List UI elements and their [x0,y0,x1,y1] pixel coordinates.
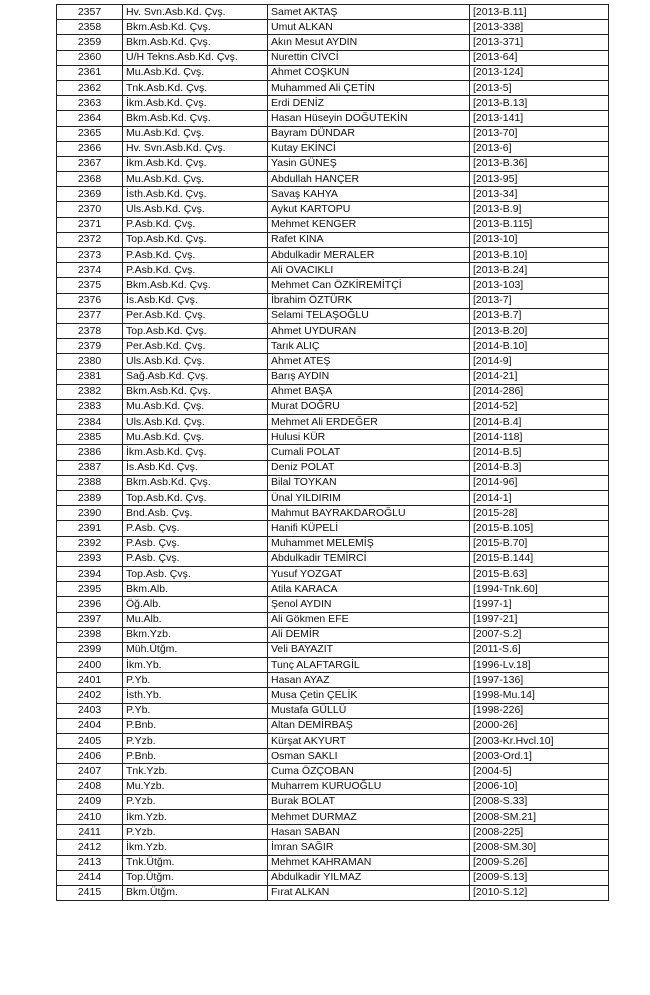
table-row [57,506,609,521]
row-number-cell: 2391 [57,521,123,536]
rank-cell: İkm.Yzb. [123,840,268,855]
table-row [57,885,609,900]
rank-cell: P.Asb.Kd. Çvş. [123,263,268,278]
person-name-cell: Mehmet Can ÖZKİREMİTÇİ [268,278,470,293]
table-row [57,384,609,399]
registry-code-cell: [2013-B.11] [470,5,609,20]
row-number-cell: 2393 [57,551,123,566]
rank-cell: U/H Tekns.Asb.Kd. Çvş. [123,50,268,65]
registry-code-cell: [2013-141] [470,111,609,126]
registry-code-cell: [2015-B.144] [470,551,609,566]
row-number-cell: 2364 [57,111,123,126]
registry-code-cell: [2014-286] [470,384,609,399]
table-row [57,141,609,156]
person-name-cell: Akın Mesut AYDIN [268,35,470,50]
rank-cell: Hv. Svn.Asb.Kd. Çvş. [123,5,268,20]
row-number-cell: 2401 [57,673,123,688]
person-name-cell: Savaş KAHYA [268,187,470,202]
registry-code-cell: [2013-B.9] [470,202,609,217]
rank-cell: İkm.Yzb. [123,809,268,824]
table-row [57,491,609,506]
table-row [57,126,609,141]
row-number-cell: 2357 [57,5,123,20]
row-number-cell: 2409 [57,794,123,809]
row-number-cell: 2408 [57,779,123,794]
table-row [57,293,609,308]
registry-code-cell: [2013-70] [470,126,609,141]
rank-cell: Mu.Asb.Kd. Çvş. [123,172,268,187]
person-name-cell: Mustafa GÜLLÜ [268,703,470,718]
person-name-cell: Veli BAYAZIT [268,642,470,657]
rank-cell: Bkm.Asb.Kd. Çvş. [123,20,268,35]
personnel-table-body [57,5,609,901]
row-number-cell: 2390 [57,506,123,521]
table-row [57,658,609,673]
rank-cell: Tnk.Ütğm. [123,855,268,870]
table-row [57,734,609,749]
rank-cell: P.Asb. Çvş. [123,536,268,551]
person-name-cell: Abdulkadir MERALER [268,248,470,263]
registry-code-cell: [2014-B.4] [470,415,609,430]
person-name-cell: Ahmet UYDURAN [268,323,470,338]
rank-cell: Per.Asb.Kd. Çvş. [123,339,268,354]
table-row [57,187,609,202]
row-number-cell: 2380 [57,354,123,369]
person-name-cell: Mehmet KENGER [268,217,470,232]
row-number-cell: 2398 [57,627,123,642]
rank-cell: Top.Asb. Çvş. [123,566,268,581]
person-name-cell: Aykut KARTOPU [268,202,470,217]
person-name-cell: Kürşat AKYURT [268,734,470,749]
row-number-cell: 2365 [57,126,123,141]
row-number-cell: 2368 [57,172,123,187]
row-number-cell: 2359 [57,35,123,50]
row-number-cell: 2406 [57,749,123,764]
person-name-cell: Yasin GÜNEŞ [268,156,470,171]
person-name-cell: Ünal YILDIRIM [268,491,470,506]
table-row [57,415,609,430]
rank-cell: P.Bnb. [123,749,268,764]
row-number-cell: 2378 [57,323,123,338]
table-row [57,718,609,733]
rank-cell: Bkm.Yzb. [123,627,268,642]
rank-cell: Uls.Asb.Kd. Çvş. [123,354,268,369]
row-number-cell: 2389 [57,491,123,506]
person-name-cell: Altan DEMİRBAŞ [268,718,470,733]
registry-code-cell: [2015-B.105] [470,521,609,536]
table-row [57,217,609,232]
rank-cell: Bkm.Asb.Kd. Çvş. [123,111,268,126]
rank-cell: Müh.Ütğm. [123,642,268,657]
row-number-cell: 2387 [57,460,123,475]
row-number-cell: 2399 [57,642,123,657]
registry-code-cell: [2014-21] [470,369,609,384]
registry-code-cell: [2013-B.115] [470,217,609,232]
registry-code-cell: [2009-S.26] [470,855,609,870]
person-name-cell: Bayram DÜNDAR [268,126,470,141]
rank-cell: Mu.Alb. [123,612,268,627]
table-row [57,521,609,536]
person-name-cell: Abdulkadir YILMAZ [268,870,470,885]
registry-code-cell: [2008-S.33] [470,794,609,809]
registry-code-cell: [1997-136] [470,673,609,688]
table-row [57,673,609,688]
person-name-cell: Tarık ALIÇ [268,339,470,354]
table-row [57,627,609,642]
registry-code-cell: [1996-Lv.18] [470,658,609,673]
registry-code-cell: [2013-7] [470,293,609,308]
table-row [57,749,609,764]
person-name-cell: Tunç ALAFTARGİL [268,658,470,673]
table-row [57,156,609,171]
person-name-cell: Cuma ÖZÇOBAN [268,764,470,779]
registry-code-cell: [2013-64] [470,50,609,65]
person-name-cell: Ali Gökmen EFE [268,612,470,627]
row-number-cell: 2385 [57,430,123,445]
person-name-cell: Burak BOLAT [268,794,470,809]
table-row [57,323,609,338]
row-number-cell: 2404 [57,718,123,733]
person-name-cell: Musa Çetin ÇELİK [268,688,470,703]
person-name-cell: Barış AYDIN [268,369,470,384]
row-number-cell: 2374 [57,263,123,278]
person-name-cell: Umut ALKAN [268,20,470,35]
table-row [57,278,609,293]
rank-cell: Mu.Yzb. [123,779,268,794]
table-row [57,794,609,809]
person-name-cell: Atila KARACA [268,582,470,597]
registry-code-cell: [2013-B.24] [470,263,609,278]
row-number-cell: 2369 [57,187,123,202]
row-number-cell: 2370 [57,202,123,217]
row-number-cell: 2376 [57,293,123,308]
row-number-cell: 2384 [57,415,123,430]
person-name-cell: Nurettin CİVCİ [268,50,470,65]
registry-code-cell: [1998-Mu.14] [470,688,609,703]
table-row [57,5,609,20]
table-row [57,551,609,566]
table-row [57,825,609,840]
rank-cell: Tnk.Asb.Kd. Çvş. [123,80,268,95]
rank-cell: Uls.Asb.Kd. Çvş. [123,202,268,217]
rank-cell: P.Bnb. [123,718,268,733]
registry-code-cell: [2013-B.36] [470,156,609,171]
rank-cell: Bkm.Asb.Kd. Çvş. [123,475,268,490]
rank-cell: Bkm.Ütğm. [123,885,268,900]
row-number-cell: 2366 [57,141,123,156]
person-name-cell: Hulusi KÜR [268,430,470,445]
registry-code-cell: [2013-10] [470,232,609,247]
rank-cell: Mu.Asb.Kd. Çvş. [123,65,268,80]
person-name-cell: Bilal TOYKAN [268,475,470,490]
table-row [57,597,609,612]
row-number-cell: 2361 [57,65,123,80]
rank-cell: P.Yb. [123,673,268,688]
rank-cell: Top.Asb.Kd. Çvş. [123,232,268,247]
person-name-cell: Cumali POLAT [268,445,470,460]
table-row [57,536,609,551]
row-number-cell: 2363 [57,96,123,111]
person-name-cell: Hasan AYAZ [268,673,470,688]
registry-code-cell: [2013-34] [470,187,609,202]
row-number-cell: 2400 [57,658,123,673]
registry-code-cell: [2014-96] [470,475,609,490]
registry-code-cell: [2013-6] [470,141,609,156]
registry-code-cell: [1994-Tnk.60] [470,582,609,597]
rank-cell: Top.Ütğm. [123,870,268,885]
table-row [57,308,609,323]
rank-cell: Mu.Asb.Kd. Çvş. [123,399,268,414]
person-name-cell: Erdi DENİZ [268,96,470,111]
rank-cell: Hv. Svn.Asb.Kd. Çvş. [123,141,268,156]
person-name-cell: Osman SAKLI [268,749,470,764]
rank-cell: İs.Asb.Kd. Çvş. [123,460,268,475]
rank-cell: P.Asb.Kd. Çvş. [123,248,268,263]
rank-cell: Öğ.Alb. [123,597,268,612]
person-name-cell: Selami TELAŞOĞLU [268,308,470,323]
person-name-cell: Ali DEMİR [268,627,470,642]
row-number-cell: 2381 [57,369,123,384]
person-name-cell: Ali OVACIKLI [268,263,470,278]
table-row [57,703,609,718]
table-row [57,248,609,263]
person-name-cell: Deniz POLAT [268,460,470,475]
table-row [57,809,609,824]
registry-code-cell: [2013-338] [470,20,609,35]
table-row [57,855,609,870]
person-name-cell: Yusuf YOZGAT [268,566,470,581]
row-number-cell: 2367 [57,156,123,171]
row-number-cell: 2375 [57,278,123,293]
table-row [57,172,609,187]
rank-cell: Bkm.Asb.Kd. Çvş. [123,278,268,293]
table-row [57,339,609,354]
registry-code-cell: [2011-S.6] [470,642,609,657]
table-row [57,399,609,414]
person-name-cell: Mehmet DURMAZ [268,809,470,824]
row-number-cell: 2410 [57,809,123,824]
registry-code-cell: [2013-B.20] [470,323,609,338]
table-row [57,566,609,581]
registry-code-cell: [1997-1] [470,597,609,612]
registry-code-cell: [2013-B.7] [470,308,609,323]
registry-code-cell: [2014-118] [470,430,609,445]
rank-cell: İkm.Yb. [123,658,268,673]
rank-cell: P.Yzb. [123,825,268,840]
row-number-cell: 2394 [57,566,123,581]
row-number-cell: 2413 [57,855,123,870]
table-row [57,475,609,490]
registry-code-cell: [2015-B.70] [470,536,609,551]
rank-cell: Mu.Asb.Kd. Çvş. [123,126,268,141]
registry-code-cell: [2003-Kr.Hvcl.10] [470,734,609,749]
rank-cell: Tnk.Yzb. [123,764,268,779]
rank-cell: Bkm.Asb.Kd. Çvş. [123,384,268,399]
row-number-cell: 2395 [57,582,123,597]
registry-code-cell: [2004-5] [470,764,609,779]
row-number-cell: 2402 [57,688,123,703]
row-number-cell: 2383 [57,399,123,414]
row-number-cell: 2415 [57,885,123,900]
table-row [57,80,609,95]
registry-code-cell: [2013-124] [470,65,609,80]
registry-code-cell: [2015-28] [470,506,609,521]
rank-cell: İs.Asb.Kd. Çvş. [123,293,268,308]
table-row [57,779,609,794]
person-name-cell: Mehmet Ali ERDEĞER [268,415,470,430]
table-row [57,612,609,627]
registry-code-cell: [2013-95] [470,172,609,187]
rank-cell: P.Yzb. [123,794,268,809]
table-row [57,35,609,50]
person-name-cell: Kutay EKİNCİ [268,141,470,156]
registry-code-cell: [2015-B.63] [470,566,609,581]
person-name-cell: Muharrem KURUOĞLU [268,779,470,794]
rank-cell: Bkm.Alb. [123,582,268,597]
row-number-cell: 2403 [57,703,123,718]
row-number-cell: 2362 [57,80,123,95]
registry-code-cell: [2000-26] [470,718,609,733]
person-name-cell: Ahmet BAŞA [268,384,470,399]
table-row [57,65,609,80]
table-row [57,582,609,597]
row-number-cell: 2414 [57,870,123,885]
registry-code-cell: [1998-226] [470,703,609,718]
registry-code-cell: [2014-1] [470,491,609,506]
table-row [57,50,609,65]
registry-code-cell: [2013-371] [470,35,609,50]
person-name-cell: Rafet KINA [268,232,470,247]
row-number-cell: 2382 [57,384,123,399]
table-row [57,263,609,278]
row-number-cell: 2373 [57,248,123,263]
registry-code-cell: [2013-B.10] [470,248,609,263]
registry-code-cell: [2014-B.5] [470,445,609,460]
row-number-cell: 2407 [57,764,123,779]
row-number-cell: 2360 [57,50,123,65]
rank-cell: P.Yzb. [123,734,268,749]
registry-code-cell: [2013-B.13] [470,96,609,111]
person-name-cell: Muhammed Ali ÇETİN [268,80,470,95]
row-number-cell: 2358 [57,20,123,35]
table-row [57,354,609,369]
registry-code-cell: [2008-SM.30] [470,840,609,855]
row-number-cell: 2392 [57,536,123,551]
rank-cell: P.Yb. [123,703,268,718]
table-row [57,430,609,445]
registry-code-cell: [1997-21] [470,612,609,627]
table-row [57,642,609,657]
rank-cell: İkm.Asb.Kd. Çvş. [123,445,268,460]
row-number-cell: 2388 [57,475,123,490]
table-row [57,202,609,217]
table-row [57,369,609,384]
registry-code-cell: [2014-B.3] [470,460,609,475]
registry-code-cell: [2006-10] [470,779,609,794]
registry-code-cell: [2008-SM.21] [470,809,609,824]
rank-cell: İsth.Asb.Kd. Çvş. [123,187,268,202]
table-row [57,840,609,855]
table-row [57,870,609,885]
person-name-cell: Fırat ALKAN [268,885,470,900]
person-name-cell: Samet AKTAŞ [268,5,470,20]
person-name-cell: Mehmet KAHRAMAN [268,855,470,870]
row-number-cell: 2412 [57,840,123,855]
person-name-cell: Şenol AYDIN [268,597,470,612]
rank-cell: Top.Asb.Kd. Çvş. [123,323,268,338]
person-name-cell: İmran SAĞIR [268,840,470,855]
row-number-cell: 2379 [57,339,123,354]
registry-code-cell: [2014-52] [470,399,609,414]
rank-cell: Uls.Asb.Kd. Çvş. [123,415,268,430]
person-name-cell: Muhammet MELEMİŞ [268,536,470,551]
rank-cell: Per.Asb.Kd. Çvş. [123,308,268,323]
person-name-cell: Hasan SABAN [268,825,470,840]
person-name-cell: Murat DOĞRU [268,399,470,414]
rank-cell: İkm.Asb.Kd. Çvş. [123,96,268,111]
person-name-cell: Abdulkadir TEMİRCİ [268,551,470,566]
person-name-cell: Hasan Hüseyin DOĞUTEKİN [268,111,470,126]
person-name-cell: Ahmet COŞKUN [268,65,470,80]
rank-cell: Mu.Asb.Kd. Çvş. [123,430,268,445]
row-number-cell: 2377 [57,308,123,323]
row-number-cell: 2397 [57,612,123,627]
registry-code-cell: [2010-S.12] [470,885,609,900]
rank-cell: Bkm.Asb.Kd. Çvş. [123,35,268,50]
row-number-cell: 2396 [57,597,123,612]
table-row [57,688,609,703]
table-row [57,20,609,35]
person-name-cell: İbrahim ÖZTÜRK [268,293,470,308]
rank-cell: P.Asb. Çvş. [123,521,268,536]
registry-code-cell: [2007-S.2] [470,627,609,642]
rank-cell: Bnd.Asb. Çvş. [123,506,268,521]
table-row [57,445,609,460]
registry-code-cell: [2014-9] [470,354,609,369]
rank-cell: İsth.Yb. [123,688,268,703]
rank-cell: P.Asb. Çvş. [123,551,268,566]
rank-cell: Sağ.Asb.Kd. Çvş. [123,369,268,384]
person-name-cell: Abdullah HANÇER [268,172,470,187]
table-row [57,96,609,111]
table-row [57,764,609,779]
registry-code-cell: [2008-225] [470,825,609,840]
table-row [57,460,609,475]
person-name-cell: Ahmet ATEŞ [268,354,470,369]
registry-code-cell: [2013-103] [470,278,609,293]
table-row [57,232,609,247]
personnel-table [56,4,609,901]
registry-code-cell: [2014-B.10] [470,339,609,354]
row-number-cell: 2411 [57,825,123,840]
row-number-cell: 2386 [57,445,123,460]
rank-cell: İkm.Asb.Kd. Çvş. [123,156,268,171]
rank-cell: P.Asb.Kd. Çvş. [123,217,268,232]
table-row [57,111,609,126]
row-number-cell: 2371 [57,217,123,232]
row-number-cell: 2405 [57,734,123,749]
person-name-cell: Hanifi KÜPELİ [268,521,470,536]
registry-code-cell: [2013-5] [470,80,609,95]
person-name-cell: Mahmut BAYRAKDAROĞLU [268,506,470,521]
registry-code-cell: [2009-S.13] [470,870,609,885]
row-number-cell: 2372 [57,232,123,247]
registry-code-cell: [2003-Ord.1] [470,749,609,764]
rank-cell: Top.Asb.Kd. Çvş. [123,491,268,506]
